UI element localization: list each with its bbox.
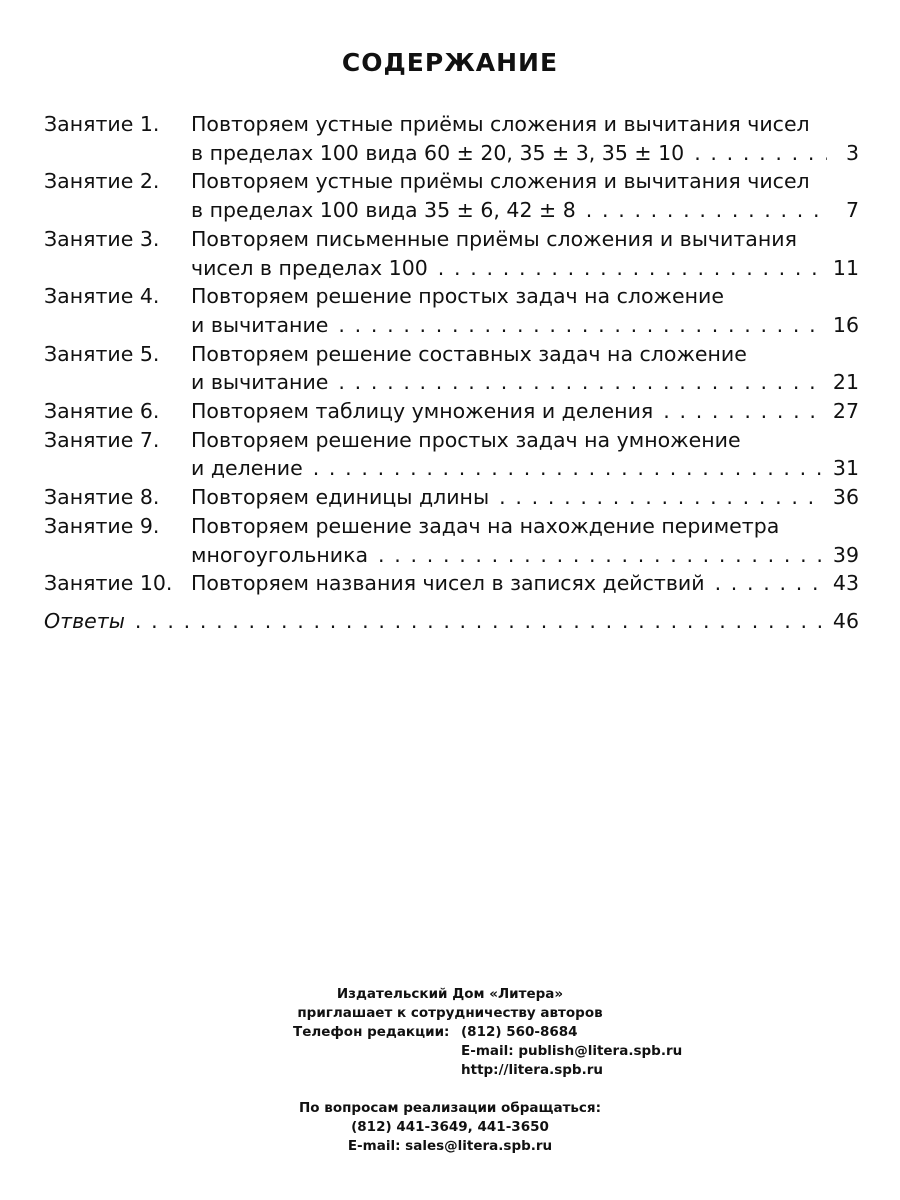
dot-leader xyxy=(313,454,825,483)
toc-entry xyxy=(44,483,859,512)
toc-entry xyxy=(44,512,859,569)
dot-leader xyxy=(499,483,825,512)
toc-entry xyxy=(44,167,859,224)
lesson-title-text: Повторяем таблицу умножения и деления xyxy=(191,399,654,424)
lesson-title-line: Повторяем письменные приёмы сложения и вычитания xyxy=(191,226,797,251)
page-number: 39 xyxy=(832,542,859,567)
lesson-title xyxy=(191,397,859,426)
lesson-title-line: Повторяем устные приёмы сложения и вычитания чисел xyxy=(191,169,810,194)
lesson-title-text: в пределах 100 вида 60 ± 20, 35 ± 3, 35 ± 10 xyxy=(191,140,685,165)
lesson-title xyxy=(191,483,859,512)
lesson-title-line: Повторяем решение простых задач на сложение xyxy=(191,284,724,309)
lesson-title-text: Повторяем названия чисел в записях действий xyxy=(191,571,705,596)
lesson-title-last-line xyxy=(191,311,859,340)
toc-entry xyxy=(44,340,859,397)
dot-leader xyxy=(135,607,825,636)
lesson-title-last-line xyxy=(191,483,859,512)
dot-leader xyxy=(378,541,825,570)
lesson-title-text: Повторяем единицы длины xyxy=(191,485,490,510)
lesson-label: Занятие 6. xyxy=(44,399,160,424)
lesson-title xyxy=(191,167,859,224)
lesson-label: Занятие 5. xyxy=(44,341,160,366)
sales-heading: По вопросам реализации обращаться: xyxy=(299,1100,601,1116)
sales-phones: (812) 441-3649, 441-3650 xyxy=(351,1119,549,1135)
page-number: 43 xyxy=(832,571,859,596)
editorial-phone-row xyxy=(0,1023,900,1042)
lesson-title-text: чисел в пределах 100 xyxy=(191,255,428,280)
toc-entry xyxy=(44,397,859,426)
toc-entry-answers xyxy=(44,607,859,636)
lesson-title-last-line xyxy=(191,368,859,397)
page-number: 27 xyxy=(832,399,859,424)
lesson-title xyxy=(191,225,859,282)
dot-leader xyxy=(338,311,825,340)
lesson-title-line: Повторяем устные приёмы сложения и вычитания чисел xyxy=(191,112,810,136)
toc-entry xyxy=(44,110,859,167)
phone-label: Телефон редакции: xyxy=(293,1024,450,1040)
page-title: СОДЕРЖАНИЕ xyxy=(341,48,559,77)
editorial-email-row xyxy=(0,1042,900,1061)
dot-leader xyxy=(438,254,825,283)
lesson-label: Занятие 9. xyxy=(44,513,160,538)
answers-label: Ответы xyxy=(44,608,125,633)
sales-email[interactable]: E-mail: sales@litera.spb.ru xyxy=(347,1138,553,1154)
lesson-title-last-line xyxy=(191,196,859,225)
page-number: 31 xyxy=(832,456,859,481)
lesson-title-line: Повторяем решение простых задач на умножение xyxy=(191,427,741,452)
website-row xyxy=(0,1061,900,1080)
toc-entry xyxy=(44,225,859,282)
publisher-invite: приглашает к сотрудничеству авторов xyxy=(297,1005,603,1021)
page-number: 7 xyxy=(845,198,859,223)
lesson-title-last-line xyxy=(191,569,859,598)
page-number: 16 xyxy=(832,312,859,337)
website-link[interactable]: http://litera.spb.ru xyxy=(461,1062,603,1078)
lesson-title xyxy=(191,340,859,397)
lesson-title-text: в пределах 100 вида 35 ± 6, 42 ± 8 xyxy=(191,198,576,223)
publisher-info xyxy=(0,985,900,1156)
lesson-title-line: Повторяем решение задач на нахождение периметра xyxy=(191,513,780,538)
editorial-phone: (812) 560-8684 xyxy=(461,1024,578,1040)
lesson-title xyxy=(191,512,859,569)
lesson-title-text: многоугольника xyxy=(191,542,369,567)
lesson-label: Занятие 2. xyxy=(44,169,160,194)
lesson-title xyxy=(191,110,859,167)
toc-entry xyxy=(44,426,859,483)
dot-leader xyxy=(586,196,827,225)
editorial-email: E-mail: publish@litera.spb.ru xyxy=(461,1043,683,1059)
lesson-title xyxy=(191,282,859,339)
toc-entry xyxy=(44,282,859,339)
dot-leader xyxy=(715,569,825,598)
dot-leader xyxy=(663,397,825,426)
footer-spacer xyxy=(0,1080,900,1099)
lesson-title xyxy=(191,426,859,483)
lesson-label: Занятие 4. xyxy=(44,284,160,309)
publisher-name: Издательский Дом «Литера» xyxy=(336,986,564,1002)
lesson-title-last-line xyxy=(191,254,859,283)
dot-leader xyxy=(694,139,827,168)
toc-entry xyxy=(44,569,859,598)
lesson-label: Занятие 3. xyxy=(44,226,160,251)
lesson-title-last-line xyxy=(191,541,859,570)
table-of-contents xyxy=(44,110,859,636)
page-number: 3 xyxy=(845,140,859,165)
lesson-title-text: и деление xyxy=(191,456,303,481)
lesson-title-line: Повторяем решение составных задач на сложение xyxy=(191,341,747,366)
dot-leader xyxy=(338,368,825,397)
lesson-label: Занятие 8. xyxy=(44,485,160,510)
lesson-label: Занятие 7. xyxy=(44,427,160,452)
page-number: 21 xyxy=(832,370,859,395)
lesson-title-text: и вычитание xyxy=(191,370,329,395)
lesson-title-last-line xyxy=(191,397,859,426)
page-number: 36 xyxy=(832,485,859,510)
lesson-label: Занятие 1. xyxy=(44,112,160,136)
answers-page-number: 46 xyxy=(832,608,859,633)
lesson-title-last-line xyxy=(191,454,859,483)
lesson-title-last-line xyxy=(191,139,859,168)
lesson-title-text: и вычитание xyxy=(191,312,329,337)
lesson-label: Занятие 10. xyxy=(44,571,173,596)
page-number: 11 xyxy=(832,255,859,280)
lesson-title xyxy=(191,569,859,598)
